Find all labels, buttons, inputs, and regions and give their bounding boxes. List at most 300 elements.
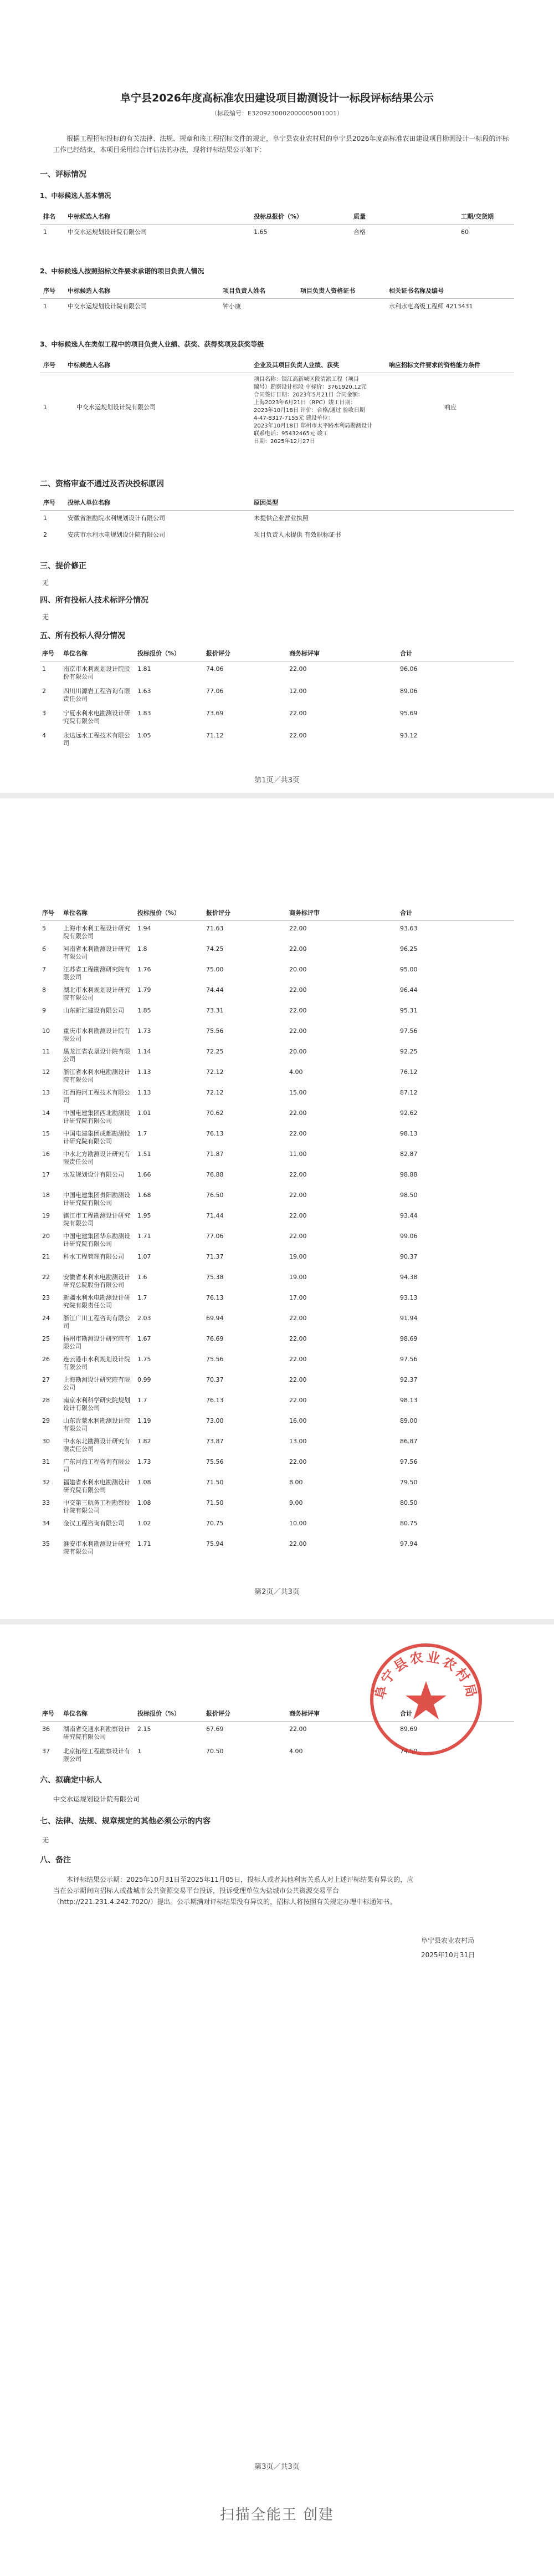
t2-cell: 中交水运规划设计院有限公司 (68, 303, 147, 310)
section-3-heading: 三、提价修正 (40, 562, 86, 571)
t6-cell: 科水工程管理有限公司 (63, 1253, 124, 1260)
t6-cell: 金汉工程咨询有限公司 (63, 1520, 124, 1527)
document-page-3 (0, 1625, 554, 2576)
t4-cell: 1 (43, 515, 47, 522)
t6-cell: 96.25 (400, 945, 418, 953)
document-page-1 (0, 0, 554, 793)
t4-cell: 安徽省淮勘院水利规划设计有限公司 (68, 515, 165, 522)
t6-cell: 13.00 (289, 1438, 307, 1445)
t6-cell: 1.82 (137, 1438, 151, 1445)
t1-header: 排名 (43, 213, 55, 220)
t7-cell: 2.15 (137, 1725, 151, 1733)
t6-cell: 27 (42, 1376, 50, 1383)
t6-cell: 33 (42, 1499, 50, 1506)
t6-cell: 20 (42, 1233, 50, 1240)
t6-cell: 22.00 (289, 986, 307, 994)
section-5-heading: 五、所有投标人得分情况 (40, 632, 125, 640)
t6-cell: 73.87 (206, 1438, 224, 1445)
t6-cell: 22.00 (289, 1233, 307, 1240)
t6-cell: 江苏省工程勘测研究院有限公司 (63, 966, 130, 981)
section-1-heading: 一、评标情况 (40, 170, 86, 179)
t6-cell: 10 (42, 1027, 50, 1035)
t6-cell: 72.25 (206, 1048, 224, 1055)
section-3-body: 无 (42, 579, 49, 587)
t6-cell: 76.13 (206, 1294, 224, 1301)
t5-header: 合计 (400, 650, 412, 657)
scanner-watermark: 扫描全能王 创建 (219, 2507, 335, 2523)
t6-cell: 新疆水利水电勘测设计研究院有限责任公司 (63, 1294, 130, 1309)
score-table-part-1 (40, 648, 514, 758)
t6-cell: 22.00 (289, 1212, 307, 1219)
t6-cell: 22.00 (289, 1007, 307, 1014)
t5-cell: 1.81 (137, 665, 151, 673)
t1-cell: 1 (43, 228, 47, 236)
t6-cell: 98.13 (400, 1130, 418, 1137)
t6-cell: 1.07 (137, 1253, 151, 1260)
t6-cell: 22.00 (289, 1540, 307, 1547)
t5-cell: 96.06 (400, 665, 418, 673)
section-6-heading: 六、拟确定中标人 (40, 1776, 102, 1785)
t6-cell: 76.13 (206, 1397, 224, 1404)
t6-cell: 75.00 (206, 966, 224, 973)
t5-header: 商务标评审 (289, 650, 320, 657)
t6-cell: 93.44 (400, 1212, 418, 1219)
t5-cell: 1.83 (137, 710, 151, 717)
t6-cell: 31 (42, 1458, 50, 1465)
t7-header: 单位名称 (63, 1710, 88, 1717)
t5-header: 投标报价（%） (137, 650, 181, 657)
t6-cell: 75.94 (206, 1540, 224, 1547)
t6-cell: 1.71 (137, 1540, 151, 1547)
t5-cell: 93.12 (400, 732, 418, 739)
t5-cell: 4 (42, 732, 46, 739)
t6-cell: 淮安市水利勘测设计研究院有限公司 (63, 1540, 130, 1555)
t6-cell: 1.8 (137, 945, 147, 953)
t4-cell: 未提供企业营业执照 (254, 515, 309, 522)
disqualified-table (40, 497, 514, 552)
t6-cell: 重庆市水利勘测设计院有限公司 (63, 1027, 130, 1042)
t6-cell: 22.00 (289, 1356, 307, 1363)
t2-header: 项目负责人资格证书 (300, 287, 355, 294)
t2-cell: 钟小康 (223, 303, 241, 310)
t5-cell: 74.06 (206, 665, 224, 673)
t6-cell: 19.00 (289, 1274, 307, 1281)
t6-header: 序号 (42, 909, 54, 917)
t6-cell: 98.69 (400, 1335, 418, 1342)
t6-cell: 72.12 (206, 1068, 224, 1076)
t6-cell: 1.79 (137, 986, 151, 994)
t6-cell: 12 (42, 1068, 50, 1076)
t6-cell: 80.75 (400, 1520, 418, 1527)
t6-cell: 1.7 (137, 1294, 147, 1301)
t2-cell: 1 (43, 303, 47, 310)
t6-cell: 19 (42, 1212, 50, 1219)
t6-cell: 1.6 (137, 1274, 147, 1281)
t3-header-0: 序号 (43, 362, 55, 369)
t3-performance-line: 日期：2025年12月27日 (254, 439, 315, 445)
t6-cell: 22.00 (289, 1376, 307, 1383)
t7-cell: 89.69 (400, 1725, 418, 1733)
t6-cell: 水发规划设计有限公司 (63, 1171, 124, 1178)
t6-cell: 山东新汇建设有限公司 (63, 1007, 124, 1014)
t5-cell: 1 (42, 665, 46, 673)
t6-cell: 25 (42, 1335, 50, 1342)
t5-cell: 1.05 (137, 732, 151, 739)
t6-cell: 上海勘测设计研究院有限公司 (63, 1376, 130, 1391)
performance-table (40, 359, 514, 454)
t6-cell: 14 (42, 1109, 50, 1117)
t5-cell: 永达远水工程技术有限公司 (63, 732, 130, 747)
t6-cell: 74.44 (206, 986, 224, 994)
t5-header: 单位名称 (63, 650, 88, 657)
t6-cell: 1.67 (137, 1335, 151, 1342)
t1-cell: 1.65 (254, 228, 268, 236)
t6-cell: 22.00 (289, 1315, 307, 1322)
notice-paragraph: 本评标结果公示期：2025年10月31日至2025年11月05日，投标人或者其他利害关系人对上述评标结果有异议的，应当在公示期间向招标人或盐城市公共资源交易平台投诉，投诉受理单位为盐城市公共资源交易平台（http://221.231.4.242:7020/）提出。公示期满对评标结果没有异议的，招标人将按照有关规定办理中标通知书。 (53, 1876, 414, 1906)
t4-header: 投标人单位名称 (68, 499, 110, 506)
t6-cell: 92.37 (400, 1376, 418, 1383)
t6-cell: 75.38 (206, 1274, 224, 1281)
t6-cell: 1.08 (137, 1479, 151, 1486)
t6-cell: 71.50 (206, 1479, 224, 1486)
section-4-heading: 四、所有投标人技术标评分情况 (40, 596, 148, 605)
t6-cell: 71.50 (206, 1499, 224, 1506)
t6-cell: 77.06 (206, 1233, 224, 1240)
t6-cell: 20.00 (289, 966, 307, 973)
t6-cell: 浙江广川工程咨询有限公司 (63, 1315, 130, 1330)
t4-cell: 安庆市水利水电规划设计院有限公司 (68, 531, 165, 538)
t1-rule (40, 224, 514, 225)
t3-performance-line: 2023年10月18日 评价：合格/通过 验收日期 (254, 408, 365, 414)
t6-cell: 13 (42, 1089, 50, 1096)
t6-cell: 92.62 (400, 1109, 418, 1117)
t6-cell: 24 (42, 1315, 50, 1322)
t6-cell: 97.56 (400, 1356, 418, 1363)
t6-cell: 22.00 (289, 1335, 307, 1342)
t6-cell: 1.85 (137, 1007, 151, 1014)
section-1-3-heading: 3、中标候选人在类似工程中的项目负责人业绩、获奖、获得奖项及获奖等级 (40, 340, 264, 348)
t6-cell: 23 (42, 1294, 50, 1301)
t4-header: 原因类型 (254, 499, 278, 506)
t7-cell: 4.00 (289, 1748, 303, 1755)
t6-cell: 1.19 (137, 1417, 151, 1424)
t6-cell: 70.75 (206, 1520, 224, 1527)
t6-cell: 76.88 (206, 1171, 224, 1178)
t6-cell: 1.02 (137, 1520, 151, 1527)
t5-cell: 12.00 (289, 688, 307, 695)
t1-header: 中标候选人名称 (68, 213, 110, 220)
t6-cell: 22.00 (289, 1109, 307, 1117)
t4-rule (40, 510, 514, 511)
t6-header: 合计 (400, 909, 412, 917)
t7-cell: 22.00 (289, 1725, 307, 1733)
t5-header: 报价评分 (206, 650, 230, 657)
page-title: 阜宁县2026年度高标准农田建设项目勘测设计一标段评标结果公示 (120, 92, 434, 104)
t3-performance-line: 联系电话：95432465元 竣工 (254, 431, 329, 437)
t6-cell: 广东河海工程咨询有限公司 (63, 1458, 130, 1473)
t7-header: 序号 (42, 1710, 54, 1717)
t6-header: 投标报价（%） (137, 909, 181, 917)
t6-cell: 1.13 (137, 1089, 151, 1096)
svg-text:阜宁县农业农村局: 阜宁县农业农村局 (372, 1649, 480, 1701)
t6-cell: 74.25 (206, 945, 224, 953)
t5-cell: 77.06 (206, 688, 224, 695)
t3-header-3: 响应招标文件要求的资格能力条件 (389, 362, 480, 369)
t5-cell: 22.00 (289, 732, 307, 739)
t6-cell: 22.00 (289, 1458, 307, 1465)
t6-cell: 7 (42, 966, 46, 973)
t6-cell: 湖北市水利规划设计研究院有限公司 (63, 986, 130, 1001)
t6-cell: 中国电建集团贵阳勘测设计研究院有限公司 (63, 1192, 130, 1206)
section-7-body: 无 (42, 1836, 49, 1844)
t6-cell: 92.25 (400, 1048, 418, 1055)
t5-cell: 95.69 (400, 710, 418, 717)
t4-cell: 2 (43, 531, 47, 538)
t6-cell: 73.00 (206, 1417, 224, 1424)
t6-cell: 95.31 (400, 1007, 418, 1014)
t3-row-no: 1 (43, 404, 47, 411)
t6-cell: 1.76 (137, 966, 151, 973)
t6-cell: 75.56 (206, 1458, 224, 1465)
t5-cell: 四川川源岩工程咨询有限责任公司 (63, 688, 130, 702)
t3-header-1: 中标候选人名称 (68, 362, 110, 369)
t6-cell: 86.87 (400, 1438, 418, 1445)
t6-cell: 94.38 (400, 1274, 418, 1281)
t6-cell: 97.94 (400, 1540, 418, 1547)
t7-cell: 37 (42, 1748, 50, 1755)
t6-cell: 15 (42, 1130, 50, 1137)
tender-number: （标段编号：E3209230002000005001001） (211, 110, 343, 117)
t6-cell: 17.00 (289, 1294, 307, 1301)
t6-cell: 1.13 (137, 1068, 151, 1076)
t6-cell: 91.94 (400, 1315, 418, 1322)
t6-cell: 79.50 (400, 1479, 418, 1486)
t6-cell: 山东沂蒙水利勘测设计院有限公司 (63, 1417, 130, 1432)
t6-cell: 71.87 (206, 1150, 224, 1158)
t6-cell: 10.00 (289, 1520, 307, 1527)
t7-header: 商务标评审 (289, 1710, 320, 1717)
t6-cell: 35 (42, 1540, 50, 1547)
t5-cell: 22.00 (289, 665, 307, 673)
t6-cell: 93.63 (400, 925, 418, 932)
t6-cell: 28 (42, 1397, 50, 1404)
t6-cell: 上海市水利工程设计研究院有限公司 (63, 925, 130, 940)
section-2-heading: 二、资格审查不通过及否决投标原因 (40, 480, 164, 488)
t6-header: 商务标评审 (289, 909, 320, 917)
t7-cell: 74.50 (400, 1748, 418, 1755)
t6-cell: 90.37 (400, 1253, 418, 1260)
t6-cell: 71.37 (206, 1253, 224, 1260)
t6-cell: 80.50 (400, 1499, 418, 1506)
t2-header: 序号 (43, 287, 55, 294)
t7-cell: 67.69 (206, 1725, 224, 1733)
t6-cell: 75.56 (206, 1356, 224, 1363)
t6-cell: 1.71 (137, 1233, 151, 1240)
t6-cell: 72.12 (206, 1089, 224, 1096)
t6-cell: 89.00 (400, 1417, 418, 1424)
t3-row-name: 中交水运规划设计院有限公司 (76, 404, 156, 411)
t6-cell: 11 (42, 1048, 50, 1055)
t3-performance-line: 项目名称：镇江高新城区段清淤工程（项目 (254, 376, 359, 383)
t6-cell: 8.00 (289, 1479, 303, 1486)
t5-cell: 73.69 (206, 710, 224, 717)
t6-rule (40, 920, 514, 921)
t6-header: 单位名称 (63, 909, 88, 917)
t6-cell: 1.08 (137, 1499, 151, 1506)
t6-cell: 1.01 (137, 1109, 151, 1117)
t6-cell: 82.87 (400, 1150, 418, 1158)
t6-cell: 98.50 (400, 1192, 418, 1199)
t6-cell: 97.56 (400, 1458, 418, 1465)
t6-cell: 1.7 (137, 1397, 147, 1404)
signer-date: 2025年10月31日 (421, 1951, 475, 1959)
t6-cell: 21 (42, 1253, 50, 1260)
t6-cell: 4.00 (289, 1068, 303, 1076)
t6-cell: 20.00 (289, 1048, 307, 1055)
t6-cell: 76.50 (206, 1192, 224, 1199)
t6-cell: 26 (42, 1356, 50, 1363)
t6-cell: 22.00 (289, 1027, 307, 1035)
t5-cell: 2 (42, 688, 46, 695)
t6-cell: 71.63 (206, 925, 224, 932)
t4-cell: 项目负责人未提供 有效职称证书 (254, 531, 341, 538)
t6-cell: 16 (42, 1150, 50, 1158)
t6-cell: 8 (42, 986, 46, 994)
t5-cell: 南京市水利规划设计院股份有限公司 (63, 665, 130, 680)
t6-cell: 浙江省水利水电勘测设计院有限公司 (63, 1068, 130, 1083)
t6-cell: 98.13 (400, 1397, 418, 1404)
section-7-heading: 七、法律、法规、规章规定的其他必须公示的内容 (40, 1817, 211, 1826)
t1-cell: 60 (461, 228, 469, 236)
t6-cell: 22.00 (289, 1130, 307, 1137)
t6-cell: 18 (42, 1192, 50, 1199)
t6-cell: 95.00 (400, 966, 418, 973)
t6-cell: 1.73 (137, 1027, 151, 1035)
t5-cell: 71.12 (206, 732, 224, 739)
t6-cell: 中国电建集团西北勘测设计研究院有限公司 (63, 1109, 130, 1124)
t7-cell: 湖南省交通水利勘察设计研究院有限公司 (63, 1725, 130, 1740)
t3-performance-line: 编号）勘察设计标段 中标价：3761920.12元 (254, 384, 367, 390)
t3-performance-line: 上海2023年6月21日（RPC）竣工日期： (254, 400, 356, 406)
t6-cell: 1.66 (137, 1171, 151, 1178)
t6-cell: 河南省水利勘测设计研究有限公司 (63, 945, 130, 960)
t6-cell: 1.14 (137, 1048, 151, 1055)
score-table-part-2 (40, 907, 514, 1572)
t6-cell: 69.94 (206, 1315, 224, 1322)
t6-cell: 15.00 (289, 1089, 307, 1096)
t6-cell: 南京水利科学研究院规划设计有限公司 (63, 1397, 130, 1412)
t6-cell: 70.37 (206, 1376, 224, 1383)
t6-cell: 中国电建集团华东勘测设计研究院有限公司 (63, 1233, 130, 1248)
t3-performance-line: 4-47-8317-7155元 建设单位： (254, 415, 334, 421)
t6-cell: 22.00 (289, 945, 307, 953)
t6-cell: 2.03 (137, 1315, 151, 1322)
candidate-table (40, 211, 514, 255)
t2-header: 中标候选人名称 (68, 287, 110, 294)
t6-header: 报价评分 (206, 909, 230, 917)
t7-header: 报价评分 (206, 1710, 230, 1717)
t6-cell: 1.51 (137, 1150, 151, 1158)
t6-cell: 1.68 (137, 1192, 151, 1199)
page-3-footer: 第3页／共3页 (254, 2463, 300, 2471)
t6-cell: 98.88 (400, 1171, 418, 1178)
t7-header: 投标报价（%） (137, 1710, 181, 1717)
t6-cell: 1.7 (137, 1130, 147, 1137)
t6-cell: 19.00 (289, 1253, 307, 1260)
t6-cell: 22.00 (289, 925, 307, 932)
t6-cell: 97.56 (400, 1027, 418, 1035)
t6-cell: 11.00 (289, 1150, 307, 1158)
t6-cell: 1.75 (137, 1356, 151, 1363)
t6-cell: 1.95 (137, 1212, 151, 1219)
t6-cell: 连云港市水利规划设计院有限公司 (63, 1356, 130, 1371)
t7-cell: 1 (137, 1748, 141, 1755)
t6-cell: 9 (42, 1007, 46, 1014)
t6-cell: 扬州市勘测设计研究院有限公司 (63, 1335, 130, 1350)
t6-cell: 中国电建集团成都勘测设计研究院有限公司 (63, 1130, 130, 1145)
t6-cell: 1.94 (137, 925, 151, 932)
t1-header: 质量 (353, 213, 366, 220)
section-1-1-heading: 1、中标候选人基本情况 (40, 192, 111, 200)
t6-cell: 6 (42, 945, 46, 953)
t5-cell: 22.00 (289, 710, 307, 717)
t6-cell: 中水东北勘测设计研究有限责任公司 (63, 1438, 130, 1453)
t7-cell: 70.50 (206, 1748, 224, 1755)
t6-cell: 22.00 (289, 1171, 307, 1178)
t1-header: 投标总报价（%） (254, 213, 303, 220)
t6-cell: 9.00 (289, 1499, 303, 1506)
t2-header: 相关证书名称及编号 (389, 287, 444, 294)
t6-cell: 22.00 (289, 1192, 307, 1199)
t5-cell: 89.06 (400, 688, 418, 695)
page-1-footer: 第1页／共3页 (254, 776, 300, 785)
official-seal-icon (368, 1641, 484, 1758)
t6-cell: 71.44 (206, 1212, 224, 1219)
t5-cell: 宁夏水利水电勘测设计研究院有限公司 (63, 710, 130, 725)
t2-header: 项目负责人姓名 (223, 287, 265, 294)
t6-cell: 93.13 (400, 1294, 418, 1301)
t1-cell: 中交水运规划设计院有限公司 (68, 228, 147, 236)
t6-cell: 16.00 (289, 1417, 307, 1424)
t3-row-result: 响应 (444, 404, 456, 411)
signer-org: 阜宁县农业农村局 (421, 1937, 475, 1944)
t6-cell: 32 (42, 1479, 50, 1486)
project-lead-table (40, 285, 514, 329)
t6-cell: 22 (42, 1274, 50, 1281)
section-4-body: 无 (42, 613, 49, 621)
t6-cell: 29 (42, 1417, 50, 1424)
t7-cell: 36 (42, 1725, 50, 1733)
t6-cell: 黑龙江省农垦设计院有限公司 (63, 1048, 130, 1063)
t6-cell: 5 (42, 925, 46, 932)
t6-cell: 30 (42, 1438, 50, 1445)
t6-cell: 76.69 (206, 1335, 224, 1342)
page-2-footer: 第2页／共3页 (254, 1588, 300, 1596)
t6-cell: 73.31 (206, 1007, 224, 1014)
t6-cell: 76.12 (400, 1068, 418, 1076)
t1-cell: 合格 (353, 228, 366, 236)
t6-cell: 87.12 (400, 1089, 418, 1096)
t6-cell: 96.44 (400, 986, 418, 994)
intro-paragraph: 根据工程招标投标的有关法律、法规、规章和该工程招标文件的规定，阜宁县农业农村局的阜宁县2026年度高标准农田建设项目勘测设计一标段的评标工作已经结束，本项目采用综合评估法的办法，现将评标结果公示如下： (53, 135, 509, 154)
t6-cell: 70.62 (206, 1109, 224, 1117)
t7-header: 合计 (400, 1710, 412, 1717)
t3-performance-line: 合同签订日期：2023年5月21日 合同金额： (254, 392, 363, 398)
t5-cell: 3 (42, 710, 46, 717)
t6-cell: 75.56 (206, 1027, 224, 1035)
t6-cell: 22.00 (289, 1397, 307, 1404)
t6-cell: 镇江市工程勘测设计研究院有限公司 (63, 1212, 130, 1227)
